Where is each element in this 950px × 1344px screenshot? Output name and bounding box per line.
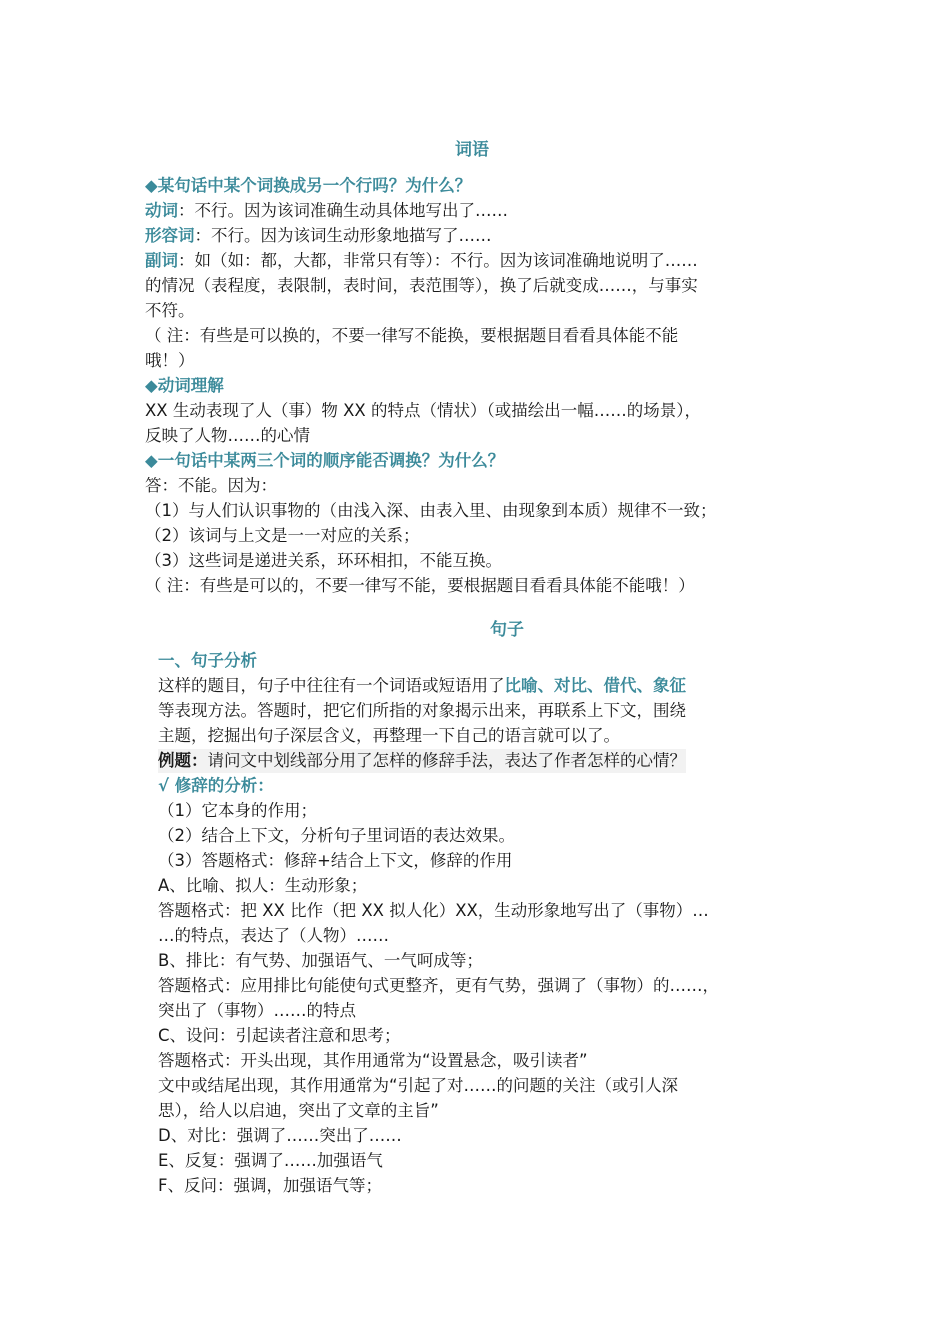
verb-understanding-2: 反映了人物……的心情 bbox=[145, 426, 310, 445]
metaphor-line-3: …的特点，表达了（人物）…… bbox=[158, 926, 389, 945]
adverb-text: ：如（如：都，大都，非常只有等）：不行。因为该词准确地说明了…… bbox=[178, 251, 698, 270]
adverb-line-3: 不符。 bbox=[145, 301, 195, 320]
note-2: （ 注：有些是可以的，不要一律写不能，要根据题目看看具体能不能哦！） bbox=[145, 576, 695, 595]
rhetorical-q-line-4: 思），给人以启迪，突出了文章的主旨” bbox=[158, 1101, 439, 1120]
rhetoric-highlight: 比喻、对比、借代、象征 bbox=[504, 676, 686, 695]
adjective-label: 形容词 bbox=[145, 226, 195, 245]
adverb-label: 副词 bbox=[145, 251, 178, 270]
section-title-sentences: 句子 bbox=[490, 620, 524, 640]
contrast-line: D、对比：强调了……突出了…… bbox=[158, 1126, 402, 1145]
adjective-text: ：不行。因为该词生动形象地描写了…… bbox=[194, 226, 492, 245]
adjective-line bbox=[145, 224, 492, 248]
adverb-line-2: 的情况（表程度，表限制，表时间，表范围等），换了后就变成……，与事实 bbox=[145, 276, 698, 295]
rhetoric-analysis-title: √ 修辞的分析： bbox=[158, 776, 274, 795]
example-text: 请问文中划线部分用了怎样的修辞手法，表达了作者怎样的心情？ bbox=[207, 751, 686, 770]
paragraph-1b: 等表现方法。答题时，把它们所指的对象揭示出来，再联系上下文，围绕 bbox=[158, 701, 686, 720]
verb-line bbox=[145, 199, 508, 223]
example-label: 例题： bbox=[158, 751, 208, 770]
parallelism-line-2: 答题格式：应用排比句能使句式更整齐，更有气势，强调了（事物）的……， bbox=[158, 976, 719, 995]
verb-text: ：不行。因为该词准确生动具体地写出了…… bbox=[178, 201, 508, 220]
word-order-reason-1: （1）与人们认识事物的（由浅入深、由表入里、由现象到本质）规律不一致； bbox=[145, 501, 717, 520]
metaphor-line-2: 答题格式：把 XX 比作（把 XX 拟人化）XX，生动形象地写出了（事物）… bbox=[158, 901, 709, 920]
question-verb-understanding: ◆动词理解 bbox=[145, 376, 224, 395]
analysis-item-1: （1）它本身的作用； bbox=[158, 801, 317, 820]
note-1a: （ 注：有些是可以换的，不要一律写不能换，要根据题目看看具体能不能 bbox=[145, 326, 679, 345]
question-word-order: ◆一句话中某两三个词的顺序能否调换？为什么？ bbox=[145, 451, 505, 470]
paragraph-1a bbox=[158, 674, 686, 698]
analysis-item-3: （3）答题格式：修辞+结合上下文，修辞的作用 bbox=[158, 851, 513, 870]
metaphor-line-1: A、比喻、拟人：生动形象； bbox=[158, 876, 368, 895]
question-replace-word: ◆某句话中某个词换成另一个行吗？为什么？ bbox=[145, 176, 472, 195]
parallelism-line-1: B、排比：有气势、加强语气、一气呵成等； bbox=[158, 951, 483, 970]
rhetorical-q-line-1: C、设问：引起读者注意和思考； bbox=[158, 1026, 401, 1045]
repetition-line: E、反复：强调了……加强语气 bbox=[158, 1151, 383, 1170]
adverb-line bbox=[145, 249, 698, 273]
parallelism-line-3: 突出了（事物）……的特点 bbox=[158, 1001, 356, 1020]
rhetorical-q-line-3: 文中或结尾出现，其作用通常为“引起了对……的问题的关注（或引人深 bbox=[158, 1076, 679, 1095]
paragraph-1c: 主题，挖掘出句子深层含义，再整理一下自己的语言就可以了。 bbox=[158, 726, 620, 745]
word-order-reason-2: （2）该词与上文是一一对应的关系； bbox=[145, 526, 420, 545]
verb-label: 动词 bbox=[145, 201, 178, 220]
word-order-reason-3: （3）这些词是递进关系，环环相扣，不能互换。 bbox=[145, 551, 502, 570]
word-order-answer: 答：不能。因为： bbox=[145, 476, 277, 495]
note-1b: 哦！） bbox=[145, 351, 195, 370]
paragraph-1a-text: 这样的题目，句子中往往有一个词语或短语用了 bbox=[158, 676, 505, 695]
subheading-sentence-analysis: 一、句子分析 bbox=[158, 651, 257, 670]
rhetorical-question-line: F、反问：强调，加强语气等； bbox=[158, 1176, 382, 1195]
section-title-words: 词语 bbox=[455, 140, 489, 160]
verb-understanding-1: XX 生动表现了人（事）物 XX 的特点（情状）（或描绘出一幅……的场景）， bbox=[145, 401, 701, 420]
rhetorical-q-line-2: 答题格式：开头出现，其作用通常为“设置悬念，吸引读者” bbox=[158, 1051, 588, 1070]
analysis-item-2: （2）结合上下文，分析句子里词语的表达效果。 bbox=[158, 826, 515, 845]
example-line bbox=[158, 749, 686, 773]
